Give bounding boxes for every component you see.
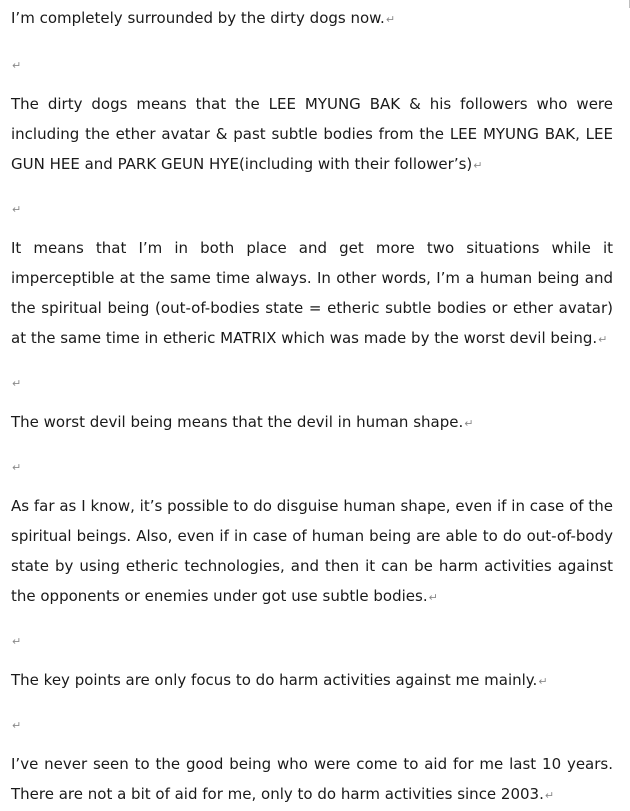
paragraph-mark-icon: ↵: [12, 635, 22, 648]
paragraph-4: [11, 407, 613, 439]
paragraph-mark-icon: ↵: [544, 789, 555, 802]
paragraph-mark-icon: ↵: [12, 59, 22, 72]
paragraph-text: I’m completely surrounded by the dirty dogs now.: [11, 9, 385, 27]
paragraph-mark-icon: ↵: [473, 159, 483, 172]
empty-paragraph: [11, 49, 613, 79]
paragraph-mark-icon: ↵: [12, 203, 22, 216]
paragraph-text: It means that I’m in both place and get more two situations while it imperceptible at the same time always. In other words, I’m a human being and the spiritual being (out-of-bodies state = etheric subtle bodies or ether avatar) at the same time in etheric MATRIX which was made by the worst devil being.: [11, 239, 613, 347]
paragraph-6: [11, 665, 613, 697]
paragraph-7: [11, 749, 613, 811]
paragraph-mark-icon: ↵: [598, 333, 608, 346]
empty-paragraph: [11, 193, 613, 223]
paragraph-mark-icon: ↵: [385, 13, 396, 26]
paragraph-mark-icon: ↵: [12, 461, 22, 474]
paragraph-text: The key points are only focus to do harm activities against me mainly.: [11, 671, 538, 689]
empty-paragraph: [11, 367, 613, 397]
empty-paragraph: [11, 625, 613, 655]
paragraph-mark-icon: ↵: [12, 719, 22, 732]
document-page: [11, 0, 613, 811]
paragraph-2: [11, 89, 613, 181]
empty-paragraph: [11, 451, 613, 481]
paragraph-text: I’ve never seen to the good being who were come to aid for me last 10 years. There are not a bit of aid for me, only to do harm activities since 2003.: [11, 755, 613, 803]
empty-paragraph: [11, 709, 613, 739]
paragraph-mark-icon: ↵: [12, 377, 22, 390]
paragraph-3: [11, 233, 613, 355]
paragraph-1: [11, 3, 613, 35]
paragraph-mark-icon: ↵: [538, 675, 548, 688]
paragraph-mark-icon: ↵: [464, 417, 474, 430]
paragraph-mark-icon: ↵: [428, 591, 438, 604]
paragraph-text: The dirty dogs means that the LEE MYUNG BAK & his followers who were including the ether avatar & past subtle bodies from the LEE MYUNG BAK, LEE GUN HEE and PARK GEUN HYE(including with their follower’s): [11, 95, 613, 173]
paragraph-text: As far as I know, it’s possible to do disguise human shape, even if in case of the spiritual beings. Also, even if in case of human being are able to do out-of-body state by using etheric technologies, and then it can be harm activities against the opponents or enemies under got use subtle bodies.: [11, 497, 613, 605]
paragraph-text: The worst devil being means that the devil in human shape.: [11, 413, 464, 431]
paragraph-5: [11, 491, 613, 613]
